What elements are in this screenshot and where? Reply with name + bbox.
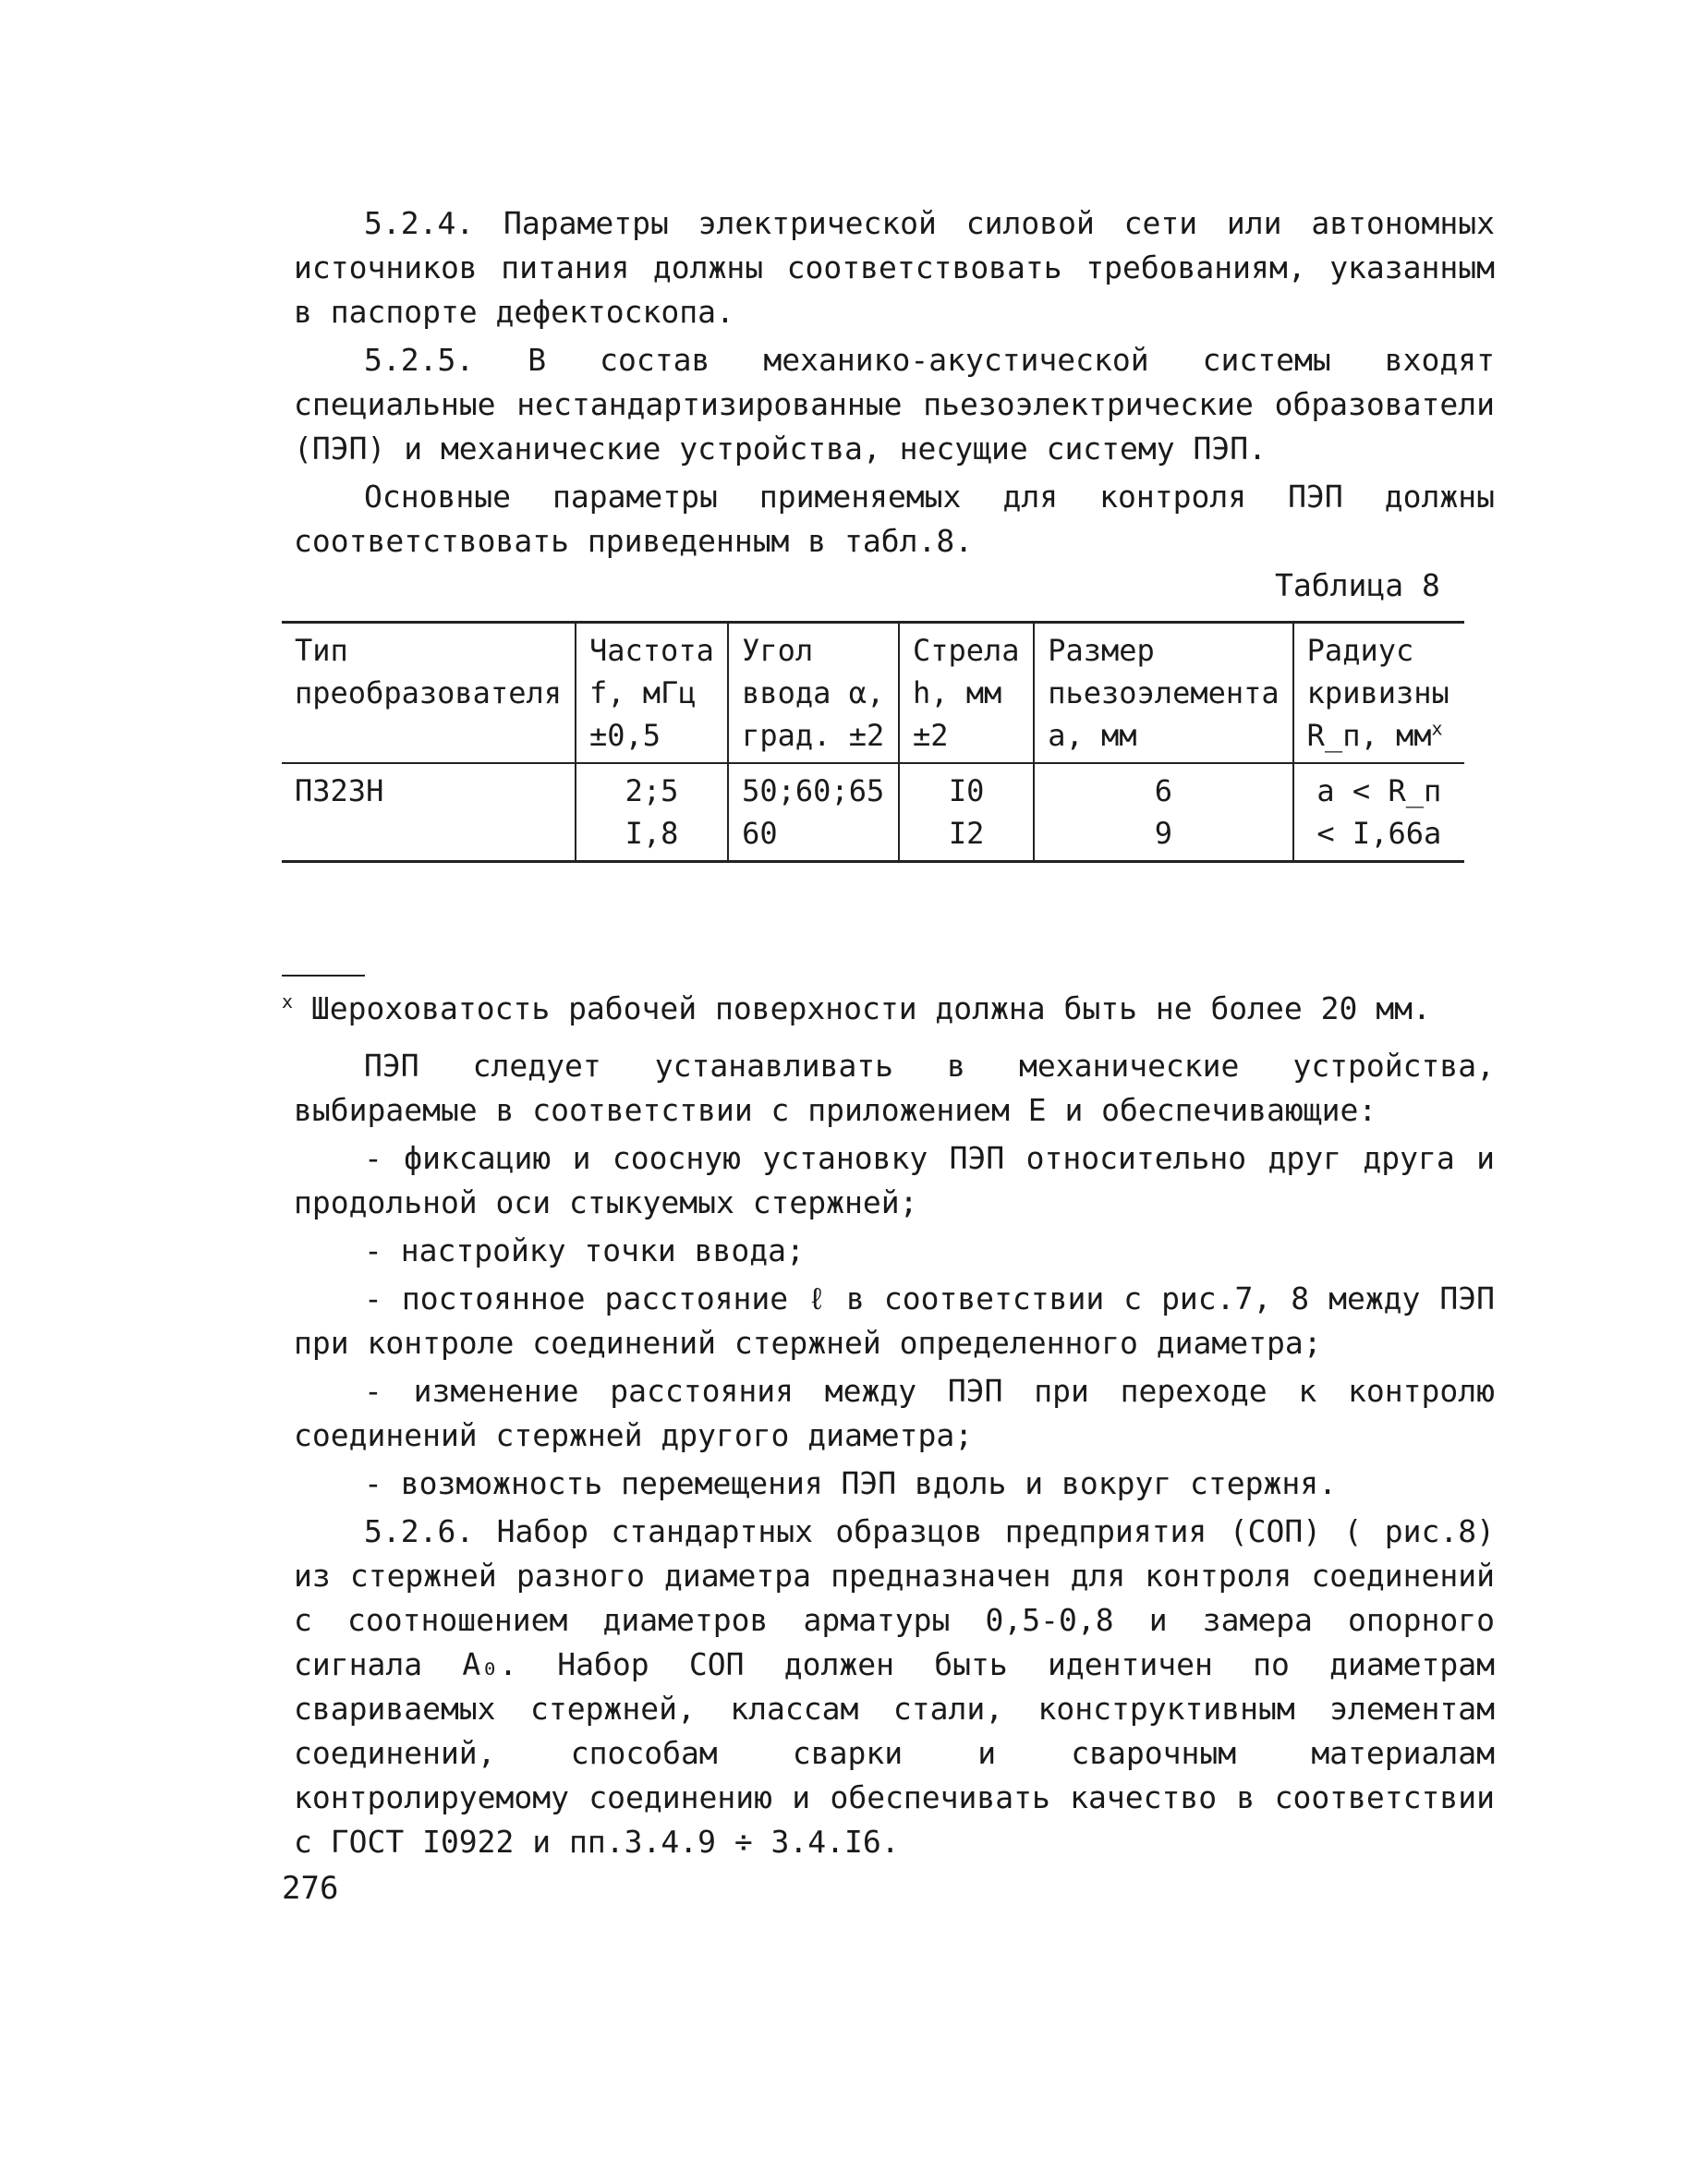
list-item: - фиксацию и соосную установку ПЭП относительно друг друга и продольной оси стыкуемых стержней; — [294, 1140, 1495, 1220]
list-item: - настройку точки ввода; — [364, 1232, 805, 1268]
footnote — [282, 987, 1483, 1031]
header-radius — [1293, 623, 1464, 764]
list-item: - возможность перемещения ПЭП вдоль и вокруг стержня. — [364, 1465, 1337, 1501]
header-element-size: Размер пьезоэлемента a, мм — [1034, 623, 1292, 764]
cell-angle: 50;60;65 60 — [728, 763, 899, 862]
header-frequency: Частота f, мГц ±0,5 — [576, 623, 728, 764]
header-angle: Угол ввода α, град. ±2 — [728, 623, 899, 764]
list-item: - постоянное расстояние ℓ в соответствии с рис.7, 8 между ПЭП при контроле соединений стержней определенного диаметра; — [294, 1280, 1495, 1361]
footnote-text: Шероховатость рабочей поверхности должна быть не более 20 мм. — [310, 990, 1431, 1026]
cell-type: П323Н — [282, 763, 576, 862]
list-item: - изменение расстояния между ПЭП при переходе к контролю соединений стержней другого диаметра; — [294, 1373, 1495, 1453]
cell-element-size: 6 9 — [1034, 763, 1292, 862]
page-number: 276 — [282, 1870, 339, 1907]
header-radius-text: Радиус кривизны R_п, мм — [1306, 633, 1449, 753]
paragraph-5-2-6: 5.2.6. Набор стандартных образцов предприятия (СОП) ( рис.8) из стержней разного диаметра предназначен для контроля соединений с соотношением диаметров арматуры 0,5-0,8 и замера опорного сигнала A₀. Набор СОП должен быть идентичен по диаметрам свариваемых стержней, классам стали, конструктивным элементам соединений, способам сварки и сварочным материалам контролируемому соединению и обеспечивать качество в соответствии с ГОСТ I0922 и пп.3.4.9 ÷ 3.4.I6. — [294, 1513, 1495, 1860]
cell-arrow: I0 I2 — [899, 763, 1034, 862]
header-type: Тип преобразователя — [282, 623, 576, 764]
table-caption: Таблица 8 — [1275, 567, 1440, 603]
footnote-mark: x — [282, 990, 294, 1013]
intro-block — [294, 201, 1495, 564]
table-header-row — [282, 623, 1464, 764]
paragraph-installation: ПЭП следует устанавливать в механические устройства, выбираемые в соответствии с приложением Е и обеспечивающие: — [294, 1048, 1495, 1128]
cell-radius: a < R_п < I,66a — [1293, 763, 1464, 862]
paragraph-5-2-5: 5.2.5. В состав механико-акустической системы входят специальные нестандартизированные пьезоэлектрические образователи (ПЭП) и механические устройства, несущие систему ПЭП. — [294, 342, 1495, 467]
paragraph-main-params: Основные параметры применяемых для контроля ПЭП должны соответствовать приведенным в табл.8. — [294, 479, 1495, 559]
paragraph-5-2-4: 5.2.4. Параметры электрической силовой сети или автономных источников питания должны соответствовать требованиям, указанным в паспорте дефектоскопа. — [294, 205, 1495, 330]
header-radius-footnote-mark: x — [1431, 717, 1443, 740]
transducer-table — [282, 621, 1464, 863]
header-arrow: Стрела h, мм ±2 — [899, 623, 1034, 764]
body-block — [294, 1044, 1495, 1864]
footnote-rule — [282, 975, 365, 977]
table-row — [282, 763, 1464, 862]
cell-frequency: 2;5 I,8 — [576, 763, 728, 862]
